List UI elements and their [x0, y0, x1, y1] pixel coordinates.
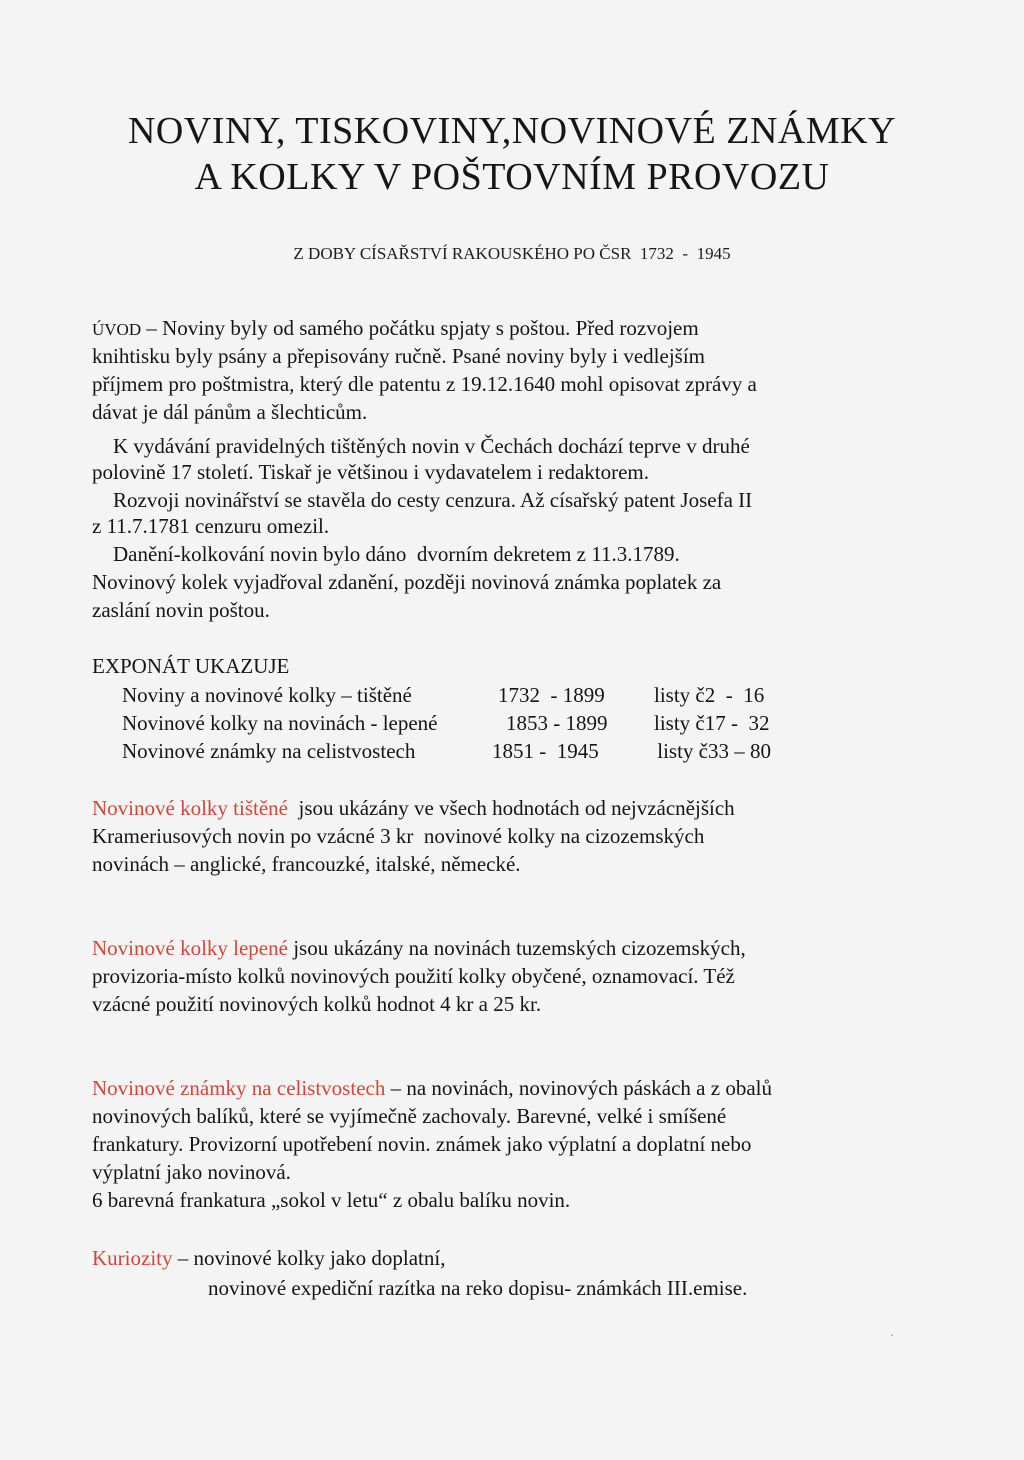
exhibit-row-years: 1853 - 1899 [506, 711, 608, 735]
stamps-line: novinových balíků, které se vyjímečně zachovaly. Barevné, velké i smíšené [92, 1104, 727, 1128]
page-subtitle: Z DOBY CÍSAŘSTVÍ RAKOUSKÉHO PO ČSR 1732 - 1945 [293, 244, 731, 263]
glued-line: vzácné použití novinových kolků hodnot 4 kr a 25 kr. [92, 992, 542, 1016]
curiosities-line: novinové expediční razítka na reko dopisu- známkách III.emise. [208, 1276, 748, 1300]
exhibit-row-label: Novinové známky na celistvostech [122, 739, 416, 763]
curiosities-line-1 [92, 1244, 445, 1272]
intro-line: K vydávání pravidelných tištěných novin v Čechách dochází teprve v druhé [92, 434, 750, 458]
printed-line: novinách – anglické, francouzké, italské, německé. [92, 852, 521, 876]
intro-line: polovině 17 století. Tiskař je většinou i vydavatelem i redaktorem. [92, 460, 649, 484]
exhibit-heading: EXPONÁT UKAZUJE [92, 654, 290, 678]
intro-first-line-text: – Noviny byly od samého počátku spjaty s poštou. Před rozvojem [141, 316, 699, 340]
page-title-line-2: A KOLKY V POŠTOVNÍM PROVOZU [194, 156, 830, 198]
exhibit-row-label: Noviny a novinové kolky – tištěné [122, 683, 412, 707]
glued-heading: Novinové kolky lepené [92, 936, 288, 960]
curiosities-first-line-text: – novinové kolky jako doplatní, [172, 1246, 446, 1270]
scan-speck: · [890, 1328, 894, 1342]
stamps-first-line-text: – na novinách, novinových páskách a z obalů [385, 1076, 772, 1100]
intro-line-1 [92, 314, 699, 344]
exhibit-row-sheets: listy č33 – 80 [652, 739, 771, 763]
intro-line: příjmem pro poštmistra, který dle patentu z 19.12.1640 mohl opisovat zprávy a [92, 372, 757, 396]
glued-line: provizoria-místo kolků novinových použití kolky obyčené, oznamovací. Též [92, 964, 735, 988]
exhibit-row-sheets: listy č2 - 16 [654, 683, 765, 707]
intro-line: z 11.7.1781 cenzuru omezil. [92, 514, 330, 538]
intro-line: Novinový kolek vyjadřoval zdanění, později novinová známka poplatek za [92, 570, 722, 594]
intro-line: Rozvoji novinářství se stavěla do cesty cenzura. Až císařský patent Josefa II [92, 488, 753, 512]
glued-first-line-text: jsou ukázány na novinách tuzemských cizozemských, [287, 936, 746, 960]
curiosities-heading: Kuriozity [92, 1246, 173, 1270]
stamps-line-1 [92, 1074, 772, 1102]
printed-first-line-text: jsou ukázány ve všech hodnotách od nejvzácnějších [287, 796, 735, 820]
exhibit-row-sheets: listy č17 - 32 [654, 711, 770, 735]
printed-line-1 [92, 794, 735, 822]
exhibit-row [0, 709, 1024, 737]
intro-line: knihtisku byly psány a přepisovány ručně. Psané noviny byly i vedlejším [92, 344, 705, 368]
stamps-heading: Novinové známky na celistvostech [92, 1076, 386, 1100]
exhibit-row [0, 737, 1024, 765]
printed-line: Krameriusových novin po vzácné 3 kr novinové kolky na cizozemských [92, 824, 705, 848]
stamps-line: 6 barevná frankatura „sokol v letu“ z obalu balíku novin. [92, 1188, 571, 1212]
glued-line-1 [92, 934, 746, 962]
exhibit-row-label: Novinové kolky na novinách - lepené [122, 711, 438, 735]
stamps-line: frankatury. Provizorní upotřebení novin. známek jako výplatní a doplatní nebo [92, 1132, 752, 1156]
intro-label: ÚVOD [92, 320, 142, 339]
stamps-line: výplatní jako novinová. [92, 1160, 291, 1184]
exhibit-row-years: 1851 - 1945 [492, 739, 599, 763]
intro-line: dávat je dál pánům a šlechticům. [92, 400, 368, 424]
printed-heading: Novinové kolky tištěné [92, 796, 288, 820]
exhibit-row-years: 1732 - 1899 [498, 683, 605, 707]
page-title-line-1: NOVINY, TISKOVINY,NOVINOVÉ ZNÁMKY [127, 110, 897, 152]
exhibit-row [0, 681, 1024, 709]
intro-line: Danění-kolkování novin bylo dáno dvorním dekretem z 11.3.1789. [92, 542, 680, 566]
intro-line: zaslání novin poštou. [92, 598, 270, 622]
